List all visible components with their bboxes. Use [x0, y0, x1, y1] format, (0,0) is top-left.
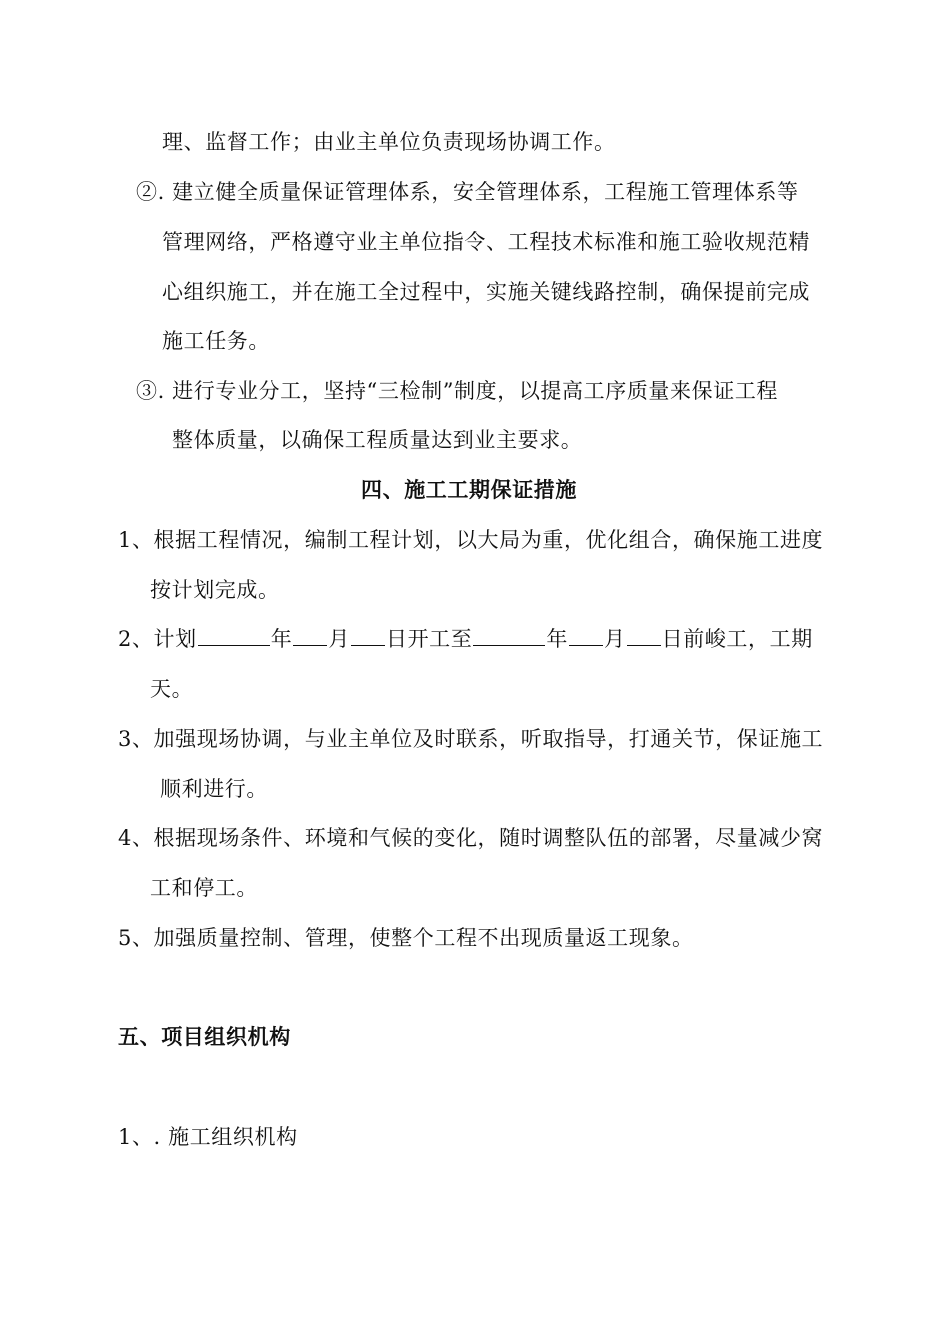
circled-marker: ③ [136, 379, 158, 403]
list-item-1-line-2: 按计划完成。 [150, 578, 280, 602]
blank-end-day [627, 625, 661, 646]
list-item-text: . 建立健全质量保证管理体系，安全管理体系，工程施工管理体系等 [157, 180, 799, 204]
list-item-5: 5、加强质量控制、管理，使整个工程不出现质量返工现象。 [118, 926, 694, 950]
subsection-heading: 1、. 施工组织机构 [118, 1125, 298, 1149]
section-heading-5: 五、项目组织机构 [118, 1024, 291, 1049]
list-item-2-line-4: 施工任务。 [162, 329, 270, 353]
schedule-line [118, 624, 813, 654]
blank-start-year [198, 625, 270, 646]
schedule-text: 月 [328, 627, 350, 651]
list-item-1-line-1: 1、根据工程情况，编制工程计划，以大局为重，优化组合，确保施工进度 [118, 528, 824, 552]
paragraph-line: 理、监督工作；由业主单位负责现场协调工作。 [162, 130, 616, 154]
circled-marker: ② [136, 180, 158, 204]
list-item-2-line-1 [136, 177, 799, 207]
list-item-text: . 进行专业分工，坚持“三检制”制度，以提高工序质量来保证工程 [157, 379, 779, 403]
section-heading-4: 四、施工工期保证措施 [361, 477, 577, 502]
blank-start-day [351, 625, 385, 646]
list-item-2-line-3: 心组织施工，并在施工全过程中，实施关键线路控制，确保提前完成 [162, 280, 810, 304]
schedule-line-cont: 天。 [150, 677, 194, 701]
schedule-text: 年 [270, 627, 293, 651]
schedule-text: 年 [546, 627, 568, 651]
schedule-text: 月 [604, 627, 626, 651]
list-item-4-line-2: 工和停工。 [150, 876, 258, 900]
schedule-text: 日前峻工，工期 [661, 627, 813, 651]
list-item-3-line-1: 3、加强现场协调，与业主单位及时联系，听取指导，打通关节，保证施工 [118, 727, 824, 751]
list-item-3-line-2: 顺利进行。 [160, 777, 268, 801]
schedule-text: 日开工至 [385, 627, 473, 651]
blank-end-month [569, 625, 603, 646]
list-item-3-line-2: 整体质量，以确保工程质量达到业主要求。 [172, 428, 583, 452]
list-item-3-line-1 [136, 376, 778, 406]
blank-start-month [293, 625, 327, 646]
list-item-2-line-2: 管理网络，严格遵守业主单位指令、工程技术标准和施工验收规范精 [162, 230, 810, 254]
blank-end-year [473, 625, 545, 646]
list-item-4-line-1: 4、根据现场条件、环境和气候的变化，随时调整队伍的部署，尽量减少窝 [118, 826, 824, 850]
schedule-text: 2、计划 [118, 627, 197, 651]
